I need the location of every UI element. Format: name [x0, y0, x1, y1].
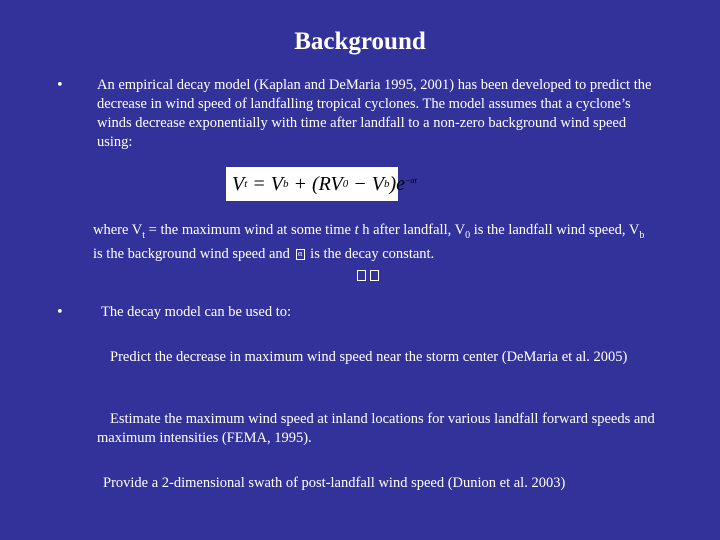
missing-glyph-pair [355, 265, 381, 284]
where-paragraph: where $V_t$ = the maximum wind at some time t h after landfall, $V_0$ is the landfall wind speed, $V_b$ is the background wind speed and α is the decay constant. [93, 222, 645, 262]
bullet-2: • [56, 305, 64, 320]
use-item-2: Estimate the maximum wind speed at inland locations for various landfall forward speeds and maximum intensities (FEMA, 1995). [97, 411, 655, 446]
missing-glyph-icon: α [296, 249, 305, 260]
decay-intro: The decay model can be used to: [101, 304, 292, 320]
missing-glyph-icon [370, 270, 379, 281]
use-item-1: Predict the decrease in maximum wind speed near the storm center (DeMaria et al. 2005) [110, 349, 628, 365]
missing-glyph-icon [357, 270, 366, 281]
slide-title: Background [294, 28, 426, 55]
intro-paragraph: An empirical decay model (Kaplan and DeMaria 1995, 2001) has been developed to predict the decrease in wind speed of landfalling tropical cyclones. The model assumes that a cyclone’s winds decrease exponentially with time after landfall to a non-zero background wind speed using: [97, 77, 652, 150]
use-item-3: Provide a 2-dimensional swath of post-landfall wind speed (Dunion et al. 2003) [103, 475, 566, 491]
bullet-1: • [56, 78, 64, 93]
decay-formula: V t = V b + (RV 0 − V b )e $^{-\alpha t}$ [226, 167, 398, 201]
